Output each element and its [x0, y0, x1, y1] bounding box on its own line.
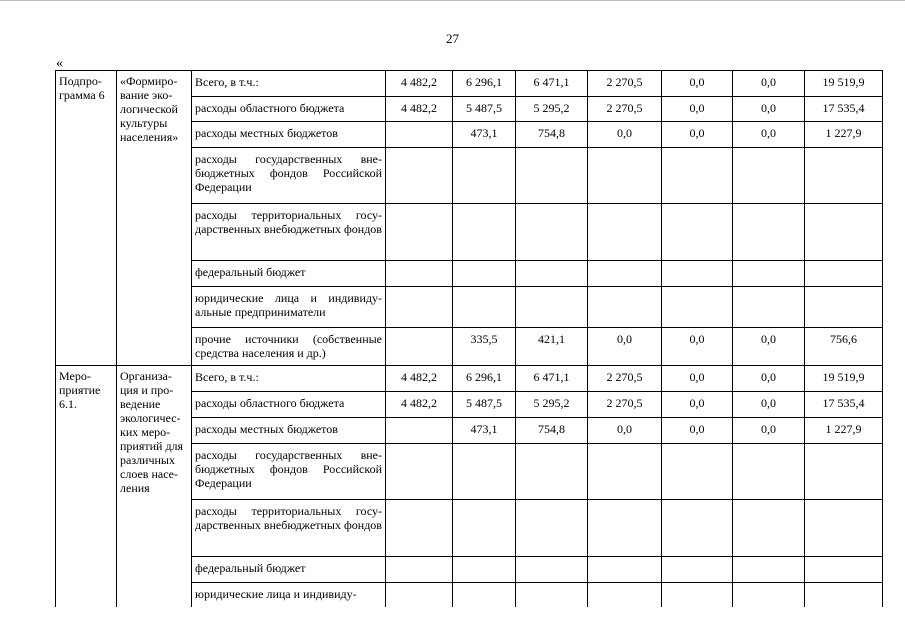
cell-value: [588, 444, 662, 500]
row-desc: расходы государственных вне-бюджетных фондов Российской Федерации: [192, 148, 386, 204]
cell-value: [453, 444, 516, 500]
cell-value: [386, 261, 453, 287]
row-desc: расходы местных бюджетов: [192, 122, 386, 148]
cell-value: [662, 148, 733, 204]
cell-value: 4 482,2: [386, 392, 453, 418]
cell-value: [662, 500, 733, 557]
section-name: «Формиро-вание эко-логической культуры населения»: [117, 71, 192, 366]
cell-value: 6 296,1: [453, 71, 516, 97]
cell-value: 0,0: [588, 328, 662, 366]
cell-value: 0,0: [733, 392, 805, 418]
cell-value: 5 295,2: [516, 97, 588, 122]
row-desc: Всего, в т.ч.:: [192, 71, 386, 97]
row-desc: федеральный бюджет: [192, 557, 386, 583]
cell-value: 5 487,5: [453, 97, 516, 122]
cell-value: [516, 287, 588, 328]
budget-table: [55, 70, 883, 607]
cell-value: [453, 500, 516, 557]
cell-value: 1 227,9: [805, 122, 883, 148]
row-desc: прочие источники (собственные средства населения и др.): [192, 328, 386, 366]
row-desc: расходы территориальных госу-дарственных внебюджетных фондов: [192, 204, 386, 261]
cell-value: 2 270,5: [588, 366, 662, 392]
cell-value: [733, 583, 805, 607]
cell-value: [662, 583, 733, 607]
cell-value: 17 535,4: [805, 392, 883, 418]
cell-value: [516, 261, 588, 287]
cell-value: 421,1: [516, 328, 588, 366]
cell-value: [386, 557, 453, 583]
row-desc: расходы областного бюджета: [192, 392, 386, 418]
cell-value: 0,0: [733, 328, 805, 366]
cell-value: [805, 557, 883, 583]
cell-value: 0,0: [733, 418, 805, 444]
cell-value: 4 482,2: [386, 366, 453, 392]
row-desc: расходы местных бюджетов: [192, 418, 386, 444]
cell-value: [386, 287, 453, 328]
cell-value: [516, 500, 588, 557]
cell-value: [733, 148, 805, 204]
cell-value: [453, 148, 516, 204]
cell-value: 0,0: [662, 328, 733, 366]
section-name: Организа-ция и про-ведение экологичес-ких меро-приятий для различных слоев насе-ления: [117, 366, 192, 607]
cell-value: [662, 444, 733, 500]
cell-value: [805, 148, 883, 204]
cell-value: 0,0: [662, 97, 733, 122]
section-subprogram-6: [56, 71, 883, 366]
cell-value: 0,0: [588, 418, 662, 444]
cell-value: 19 519,9: [805, 366, 883, 392]
cell-value: [453, 204, 516, 261]
cell-value: [805, 583, 883, 607]
cell-value: [733, 204, 805, 261]
cell-value: [662, 287, 733, 328]
cell-value: [733, 261, 805, 287]
cell-value: [805, 204, 883, 261]
cell-value: 6 471,1: [516, 366, 588, 392]
cell-value: [805, 287, 883, 328]
cell-value: 4 482,2: [386, 71, 453, 97]
cell-value: [453, 583, 516, 607]
cell-value: [588, 204, 662, 261]
cell-value: [516, 583, 588, 607]
cell-value: [588, 287, 662, 328]
cell-value: [733, 287, 805, 328]
cell-value: 17 535,4: [805, 97, 883, 122]
cell-value: [662, 261, 733, 287]
cell-value: 2 270,5: [588, 392, 662, 418]
cell-value: [662, 557, 733, 583]
cell-value: [588, 148, 662, 204]
cell-value: [588, 557, 662, 583]
cell-value: 0,0: [733, 97, 805, 122]
cell-value: [386, 122, 453, 148]
cell-value: [386, 583, 453, 607]
row-desc: юридические лица и индивиду-: [192, 583, 386, 607]
cell-value: 0,0: [733, 366, 805, 392]
cell-value: 0,0: [662, 366, 733, 392]
row-desc: федеральный бюджет: [192, 261, 386, 287]
page-number: 27: [446, 31, 459, 46]
cell-value: 5 487,5: [453, 392, 516, 418]
row-desc: расходы областного бюджета: [192, 97, 386, 122]
cell-value: [805, 261, 883, 287]
section-measure-6-1: [56, 366, 883, 607]
page-top-edge: [0, 0, 905, 1]
cell-value: [733, 444, 805, 500]
cell-value: [588, 500, 662, 557]
section-label: Меро-приятие 6.1.: [56, 366, 117, 607]
cell-value: 756,6: [805, 328, 883, 366]
cell-value: [386, 444, 453, 500]
cell-value: [386, 500, 453, 557]
cell-value: 2 270,5: [588, 71, 662, 97]
cell-value: 19 519,9: [805, 71, 883, 97]
cell-value: 0,0: [662, 418, 733, 444]
row-desc: юридические лица и индивиду-альные предприниматели: [192, 287, 386, 328]
cell-value: 5 295,2: [516, 392, 588, 418]
cell-value: [733, 557, 805, 583]
cell-value: [386, 328, 453, 366]
row-desc: расходы территориальных госу-дарственных внебюджетных фондов: [192, 500, 386, 557]
cell-value: 754,8: [516, 418, 588, 444]
cell-value: 6 471,1: [516, 71, 588, 97]
row-desc: расходы государственных вне-бюджетных фондов Российской Федерации: [192, 444, 386, 500]
cell-value: [588, 261, 662, 287]
cell-value: [453, 557, 516, 583]
cell-value: 0,0: [588, 122, 662, 148]
cell-value: [588, 583, 662, 607]
cell-value: [516, 148, 588, 204]
cell-value: 0,0: [662, 71, 733, 97]
cell-value: 2 270,5: [588, 97, 662, 122]
row-desc: Всего, в т.ч.:: [192, 366, 386, 392]
cell-value: [516, 204, 588, 261]
cell-value: 1 227,9: [805, 418, 883, 444]
cell-value: [386, 148, 453, 204]
cell-value: [386, 204, 453, 261]
cell-value: 4 482,2: [386, 97, 453, 122]
cell-value: [516, 444, 588, 500]
cell-value: [805, 500, 883, 557]
cell-value: [516, 557, 588, 583]
cell-value: 335,5: [453, 328, 516, 366]
cell-value: [662, 204, 733, 261]
cell-value: [386, 418, 453, 444]
cell-value: 754,8: [516, 122, 588, 148]
cell-value: 473,1: [453, 418, 516, 444]
cell-value: [453, 261, 516, 287]
cell-value: 0,0: [733, 122, 805, 148]
cell-value: 0,0: [662, 392, 733, 418]
cell-value: 6 296,1: [453, 366, 516, 392]
cell-value: [805, 444, 883, 500]
section-label: Подпро-грамма 6: [56, 71, 117, 366]
cell-value: [453, 287, 516, 328]
cell-value: 473,1: [453, 122, 516, 148]
cell-value: 0,0: [733, 71, 805, 97]
cell-value: 0,0: [662, 122, 733, 148]
opening-quote: «: [56, 56, 63, 71]
cell-value: [733, 500, 805, 557]
